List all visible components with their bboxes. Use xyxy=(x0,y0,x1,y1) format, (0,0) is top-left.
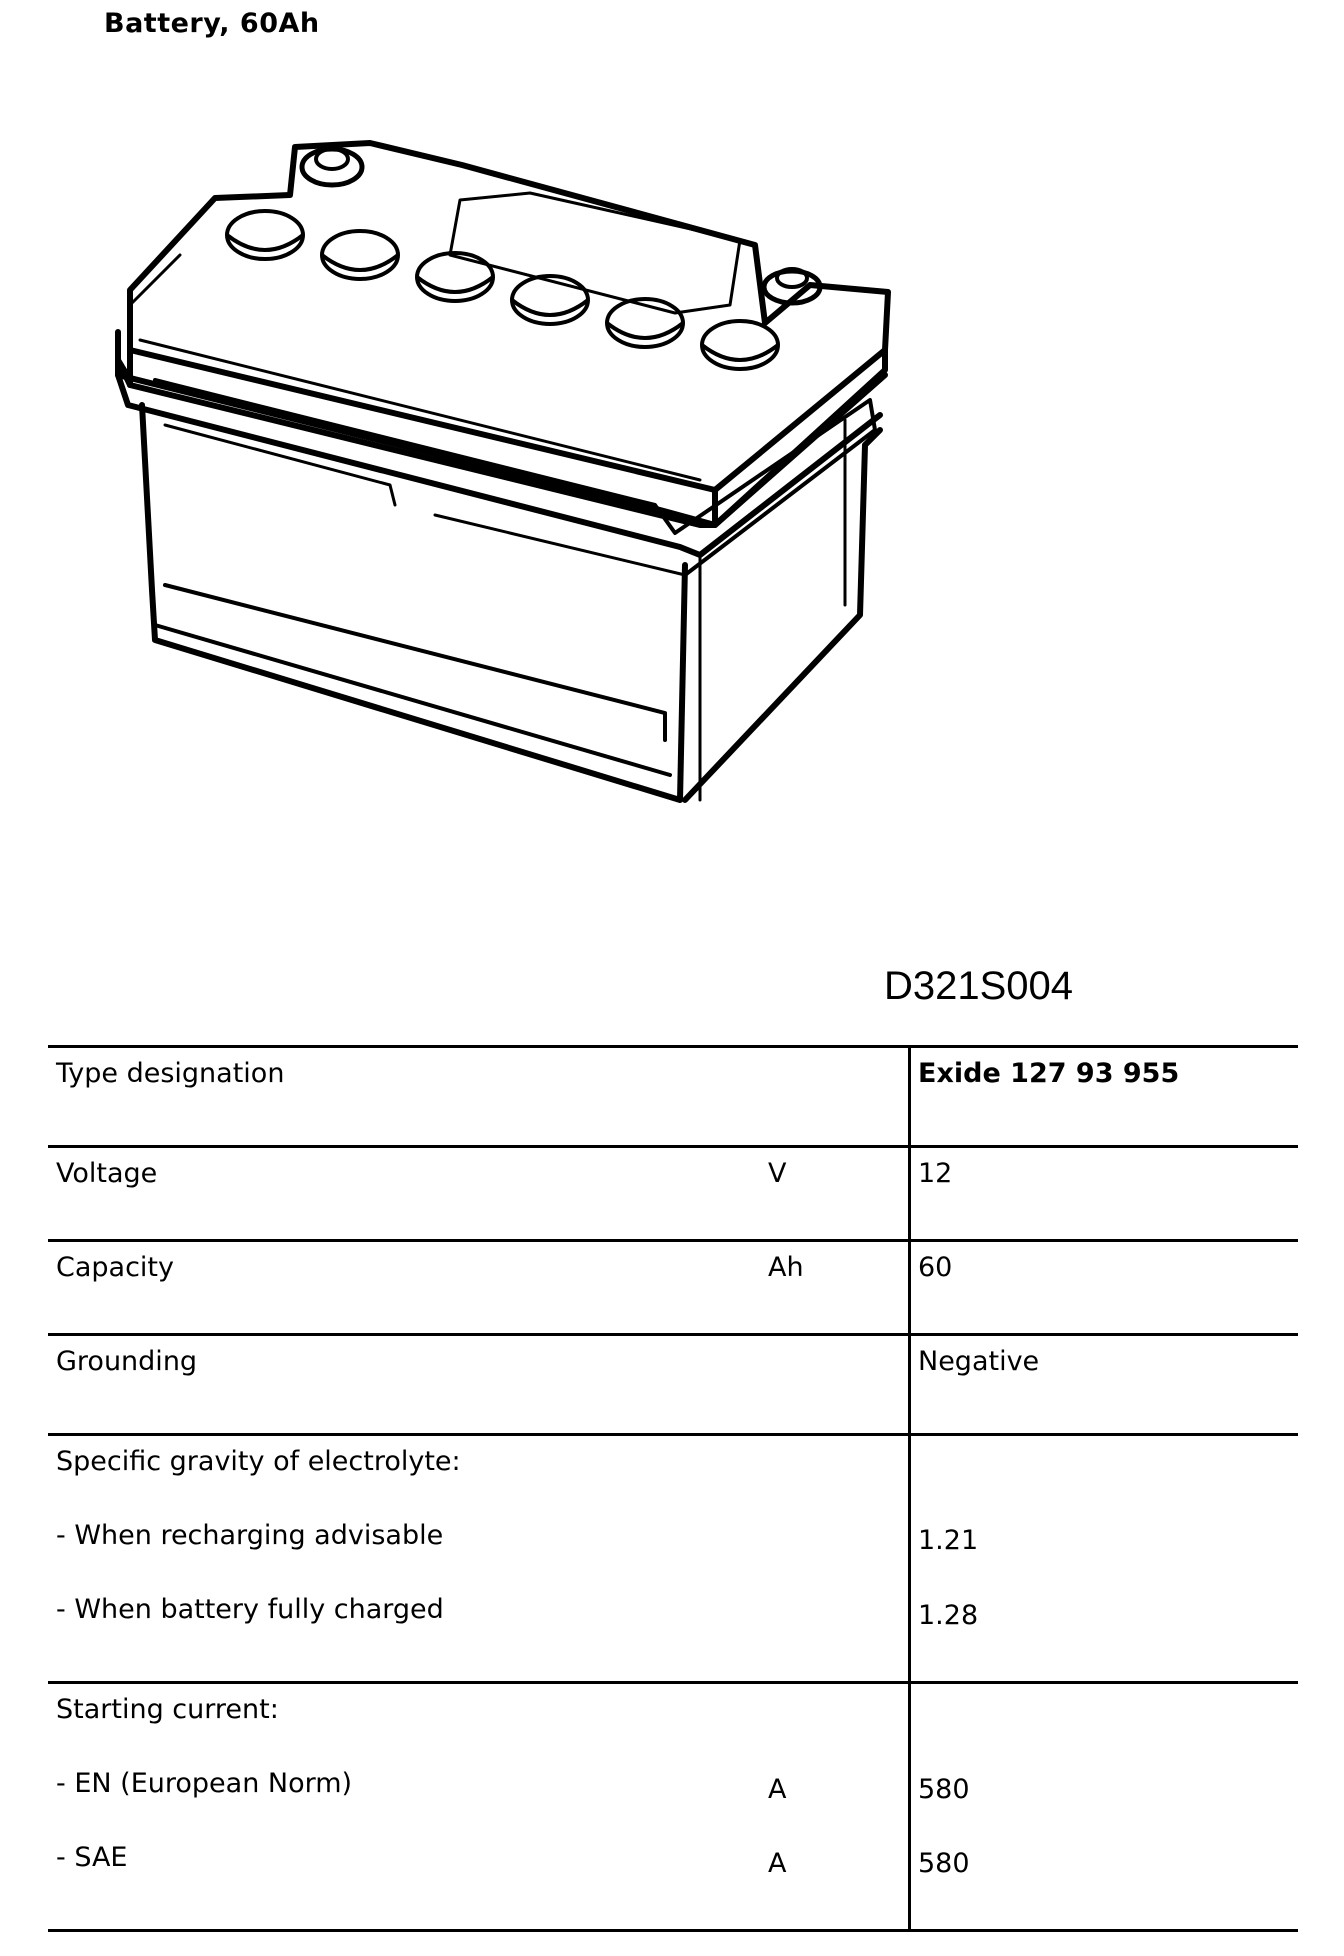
row-specific-gravity xyxy=(48,1433,1298,1681)
spec-table xyxy=(48,1045,1298,1932)
voltage-value: 12 xyxy=(918,1158,953,1189)
figure-code: D321S004 xyxy=(884,964,1074,1008)
en-value: 580 xyxy=(918,1774,970,1805)
voltage-label: Voltage xyxy=(56,1158,158,1189)
vent-cap xyxy=(322,231,398,279)
type-designation-label: Type designation xyxy=(56,1058,285,1089)
sae-label: - SAE xyxy=(56,1842,128,1873)
en-label: - EN (European Norm) xyxy=(56,1768,353,1799)
row-grounding xyxy=(48,1333,1298,1433)
battery-body-side xyxy=(685,430,880,800)
full-charge-value: 1.28 xyxy=(918,1600,979,1631)
battery-illustration xyxy=(110,135,900,825)
row-capacity xyxy=(48,1239,1298,1333)
recharge-value: 1.21 xyxy=(918,1525,979,1556)
specific-gravity-label: Specific gravity of electrolyte: xyxy=(56,1446,461,1477)
vent-cap xyxy=(417,253,493,301)
vent-cap xyxy=(702,321,778,369)
vent-cap xyxy=(512,276,588,324)
voltage-unit: V xyxy=(768,1158,787,1189)
capacity-label: Capacity xyxy=(56,1252,174,1283)
grounding-label: Grounding xyxy=(56,1346,198,1377)
recharge-label: - When recharging advisable xyxy=(56,1520,444,1551)
terminal-left xyxy=(316,149,348,169)
en-unit: A xyxy=(768,1774,787,1805)
capacity-unit: Ah xyxy=(768,1252,804,1283)
capacity-value: 60 xyxy=(918,1252,953,1283)
sae-value: 580 xyxy=(918,1848,970,1879)
row-voltage xyxy=(48,1145,1298,1239)
row-starting-current xyxy=(48,1681,1298,1932)
sae-unit: A xyxy=(768,1848,787,1879)
starting-current-label: Starting current: xyxy=(56,1694,279,1725)
type-designation-value: Exide 127 93 955 xyxy=(918,1058,1180,1089)
full-charge-label: - When battery fully charged xyxy=(56,1594,444,1625)
grounding-value: Negative xyxy=(918,1346,1040,1377)
battery-label-panel xyxy=(450,193,740,313)
page-title: Battery, 60Ah xyxy=(104,8,320,39)
battery-front-recess xyxy=(435,515,685,575)
row-type-designation xyxy=(48,1045,1298,1145)
vent-cap xyxy=(227,211,303,259)
